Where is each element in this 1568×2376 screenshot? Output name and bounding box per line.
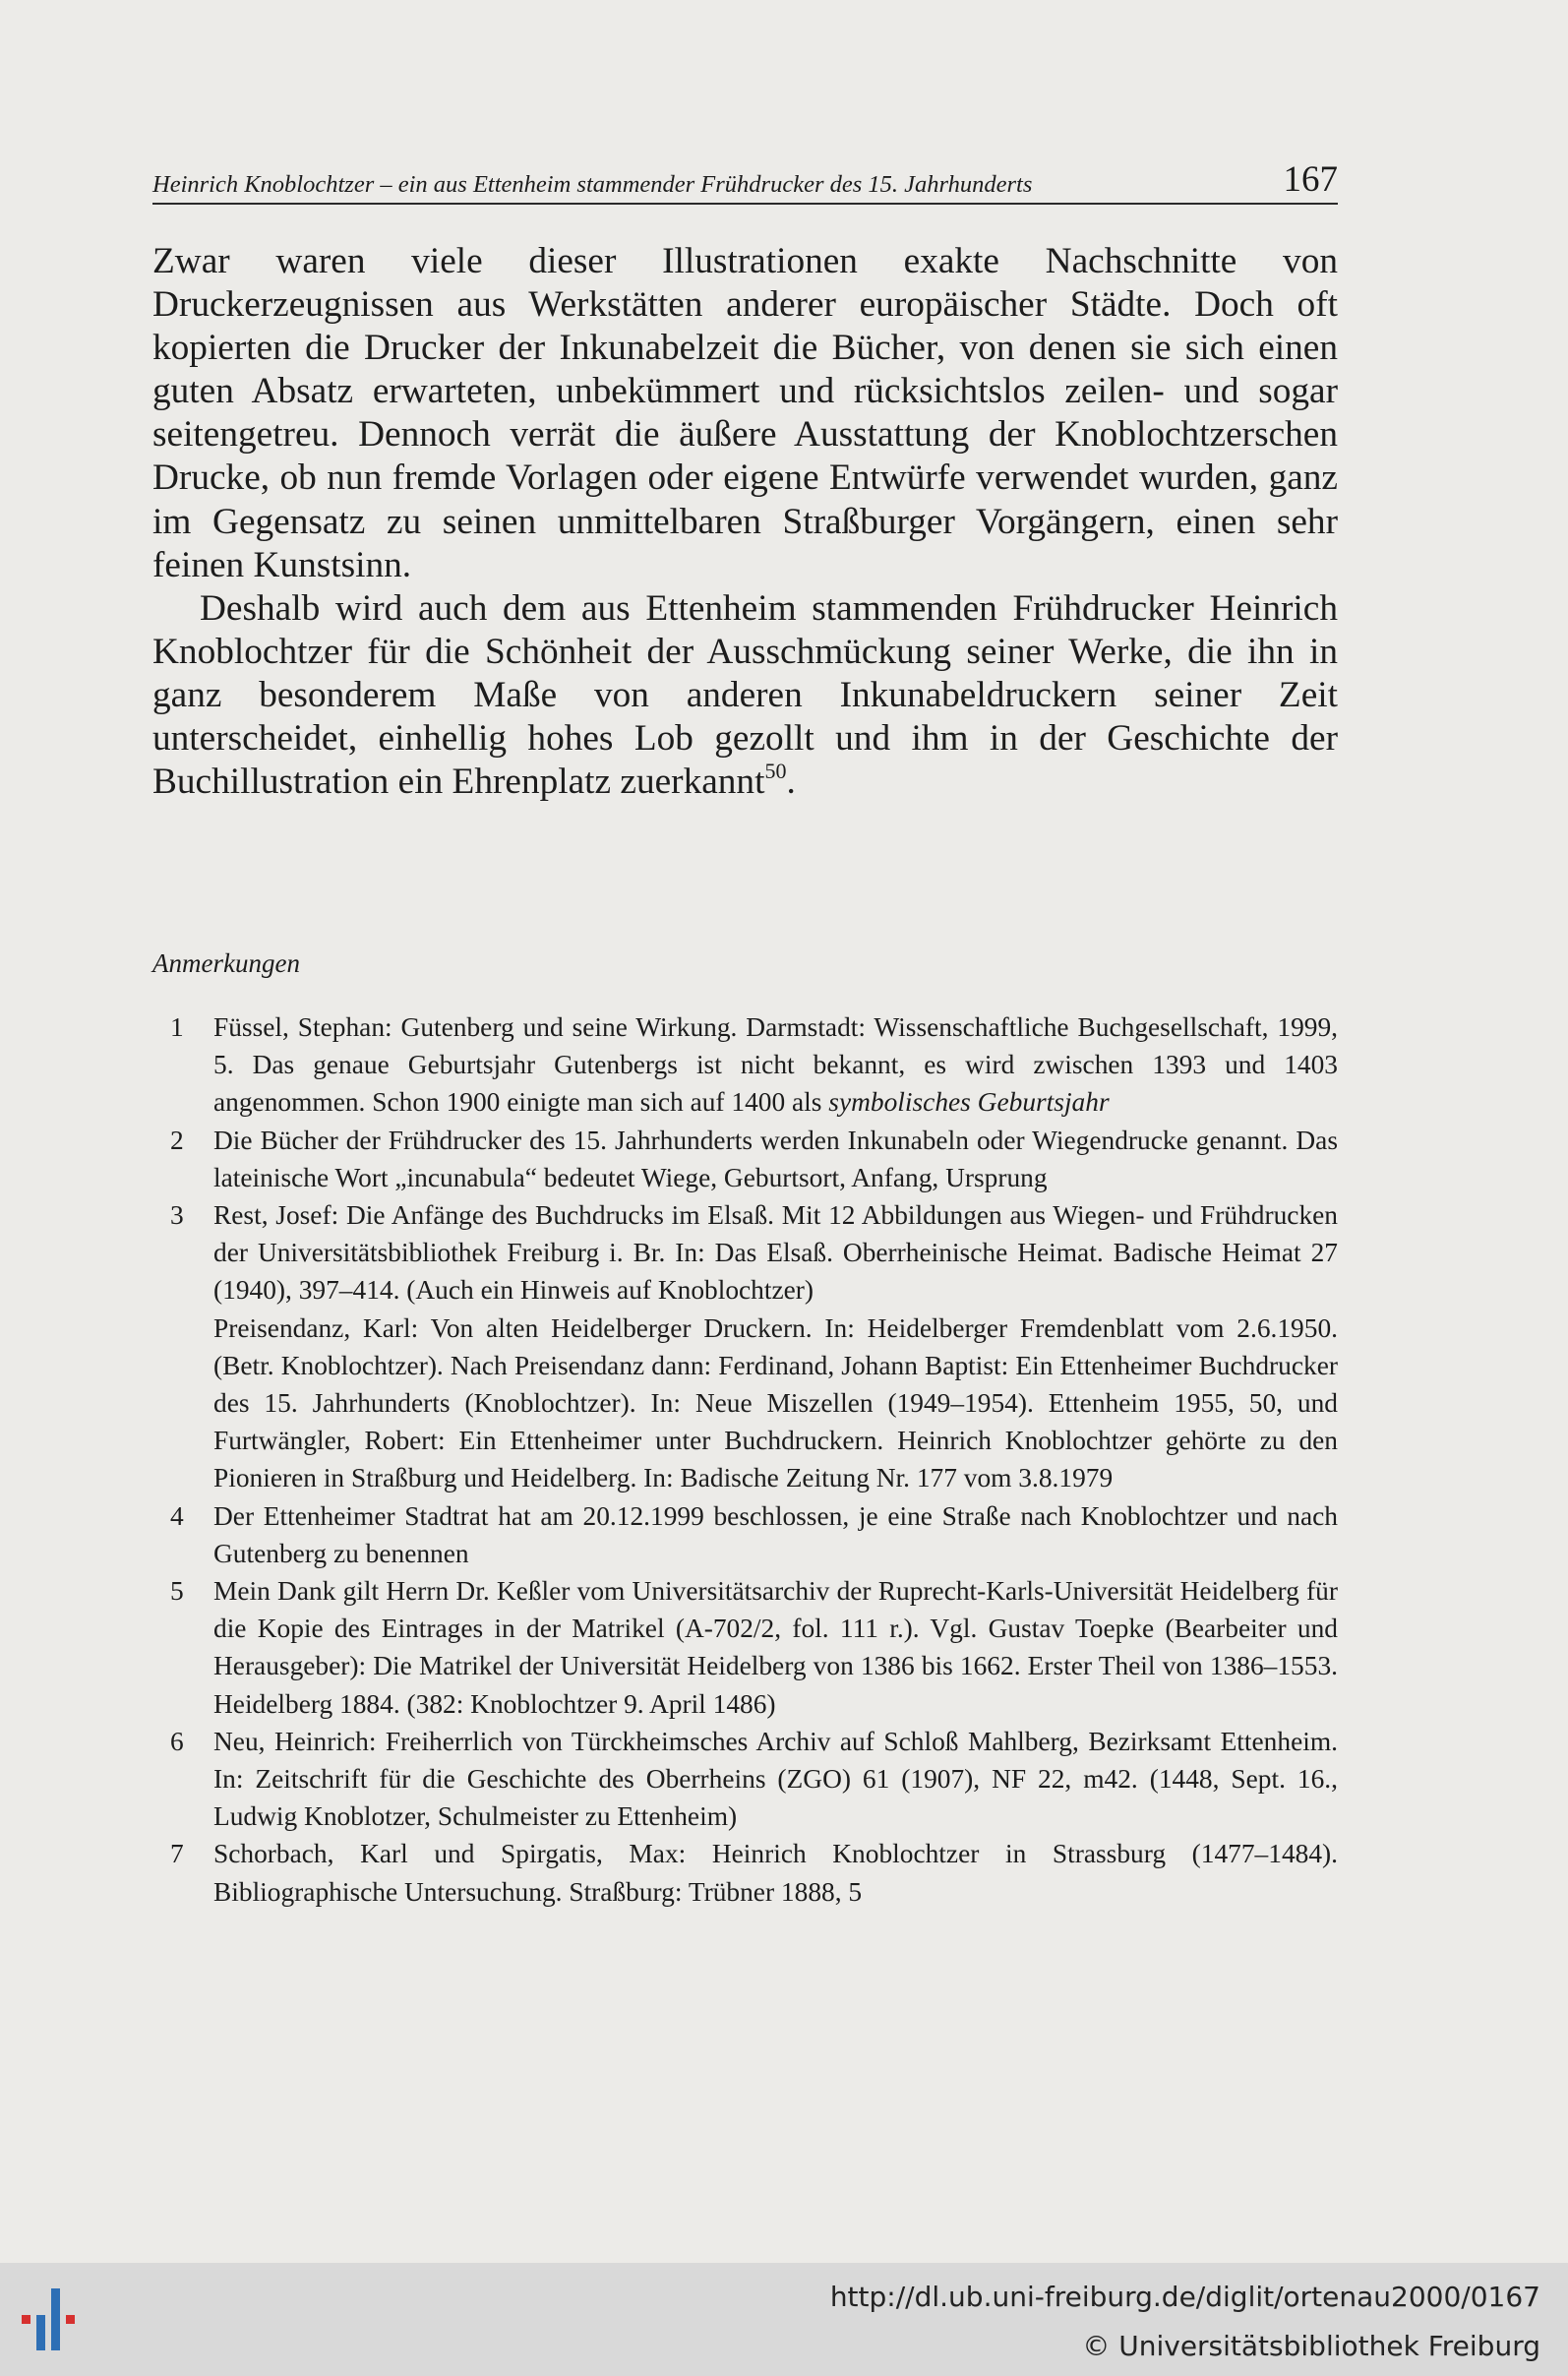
note-1 (152, 1008, 1338, 1122)
copyright-notice: © Universitätsbibliothek Freiburg (1082, 2330, 1540, 2362)
paragraph-1: Zwar waren viele dieser Illustrationen exakte Nachschnitte von Druckerzeugnissen aus Werkstätten anderer europäischer Städte. Doch oft kopierten die Drucker der Inkunabelzeit die Bücher, von denen sie sich einen guten Absatz erwarteten, unbekümmert und rücksichtslos zeilen- und sogar seitengetreu. Dennoch verrät die äußere Ausstattung der Knoblochtzerschen Drucke, ob nun fremde Vorlagen oder eigene Entwürfe verwendet wurden, ganz im Gegensatz zu seinen unmittelbaren Straßburger Vorgängern, einen sehr feinen Kunstsinn. (152, 241, 1338, 585)
running-head-title: Heinrich Knoblochtzer – ein aus Ettenheim stammender Frühdrucker des 15. Jahrhunderts (152, 171, 1033, 198)
note-number: 7 (170, 1839, 184, 1869)
page-number: 167 (1283, 159, 1338, 200)
note-number: 1 (170, 1012, 184, 1042)
running-head (152, 157, 1338, 205)
note-text (213, 1008, 1338, 1122)
note-4 (152, 1497, 1338, 1572)
paragraph-2-text: Deshalb wird auch dem aus Ettenheim stammenden Frühdrucker Heinrich Knoblochtzer für die Schönheit der Ausschmückung seiner Werke, die ihn in ganz besonderem Maße von anderen Inkunabeldruckern seiner Zeit unterscheidet, einhellig hohes Lob gezollt und ihm in der Geschichte der Buchillustration ein Ehrenplatz zuerkannt (152, 587, 1338, 803)
notes-list (152, 1008, 1338, 1911)
paragraph-2-end: . (786, 762, 796, 803)
note-text-main: Füssel, Stephan: Gutenberg und seine Wirkung. Darmstadt: Wissenschaftliche Buchgesellschaft, 1999, 5. Das genaue Geburtsjahr Gutenbergs ist nicht bekannt, es wird zwischen 1393 und 1403 angenommen. Schon 1900 einigte man sich auf 1400 als (213, 1012, 1338, 1118)
notes-heading: Anmerkungen (152, 948, 300, 978)
note-number: 3 (170, 1200, 184, 1231)
note-number: 5 (170, 1576, 184, 1607)
note-text-italic: symbolisches Geburtsjahr (828, 1087, 1110, 1118)
body-text (152, 240, 1338, 804)
note-text: Die Bücher der Frühdrucker des 15. Jahrhunderts werden Inkunabeln oder Wiegendrucke genannt. Das lateinische Wort „incunabula“ bedeutet Wiege, Geburtsort, Anfang, Ursprung (213, 1125, 1338, 1192)
note-text: Schorbach, Karl und Spirgatis, Max: Heinrich Knoblochtzer in Strassburg (1477–1484). Bibliographische Untersuchung. Straßburg: Trübner 1888, 5 (213, 1839, 1338, 1907)
note-text: Neu, Heinrich: Freiherrlich von Türckheimsches Archiv auf Schloß Mahlberg, Bezirksamt Ettenheim. In: Zeitschrift für die Geschichte des Oberrheins (ZGO) 61 (1907), NF 22, m42. (1448, Sept. 16., Ludwig Knoblotzer, Schulmeister zu Ettenheim) (213, 1726, 1338, 1832)
footer-bar (0, 2263, 1568, 2376)
note-text-part-1: Rest, Josef: Die Anfänge des Buchdrucks im Elsaß. Mit 12 Abbildungen aus Wiegen- und Frühdrucken der Universitätsbibliothek Freiburg i. Br. In: Das Elsaß. Oberrheinische Heimat. Badische Heimat 27 (1940), 397–414. (Auch ein Hinweis auf Knoblochtzer) (213, 1200, 1338, 1306)
note-number: 4 (170, 1500, 184, 1531)
ub-freiburg-logo-icon (22, 2285, 100, 2355)
paragraph-2 (152, 587, 1338, 804)
note-3 (152, 1196, 1338, 1497)
note-number: 6 (170, 1726, 184, 1756)
footnote-reference[interactable]: 50 (764, 759, 787, 784)
note-text: Mein Dank gilt Herrn Dr. Keßler vom Universitätsarchiv der Ruprecht-Karls-Universität Heidelberg für die Kopie des Eintrages in der Matrikel (A-702/2, fol. 111 r.). Vgl. Gustav Toepke (Bearbeiter und Herausgeber): Die Matrikel der Universität Heidelberg von 1386 bis 1662. Erster Theil von 1386–1553. Heidelberg 1884. (382: Knoblochtzer 9. April 1486) (213, 1576, 1338, 1719)
note-7 (152, 1835, 1338, 1910)
note-text-part-2: Preisendanz, Karl: Von alten Heidelberger Druckern. In: Heidelberger Fremdenblatt vom 2.6.1950. (Betr. Knoblochtzer). Nach Preisendanz dann: Ferdinand, Johann Baptist: Ein Ettenheimer Buchdrucker des 15. Jahrhunderts (Knoblochtzer). In: Neue Miszellen (1949–1954). Ettenheim 1955, 50, und Furtwängler, Robert: Ein Ettenheimer unter Buchdruckern. Heinrich Knoblochtzer gehörte zu den Pionieren in Straßburg und Heidelberg. In: Badische Zeitung Nr. 177 vom 3.8.1979 (213, 1312, 1338, 1493)
permalink-url[interactable]: http://dl.ub.uni-freiburg.de/diglit/ortenau2000/0167 (829, 2281, 1540, 2313)
note-text: Der Ettenheimer Stadtrat hat am 20.12.1999 beschlossen, je eine Straße nach Knoblochtzer und nach Gutenberg zu benennen (213, 1500, 1338, 1568)
note-number: 2 (170, 1125, 184, 1155)
note-6 (152, 1723, 1338, 1836)
note-2 (152, 1122, 1338, 1196)
note-text (213, 1196, 1338, 1497)
note-5 (152, 1572, 1338, 1723)
